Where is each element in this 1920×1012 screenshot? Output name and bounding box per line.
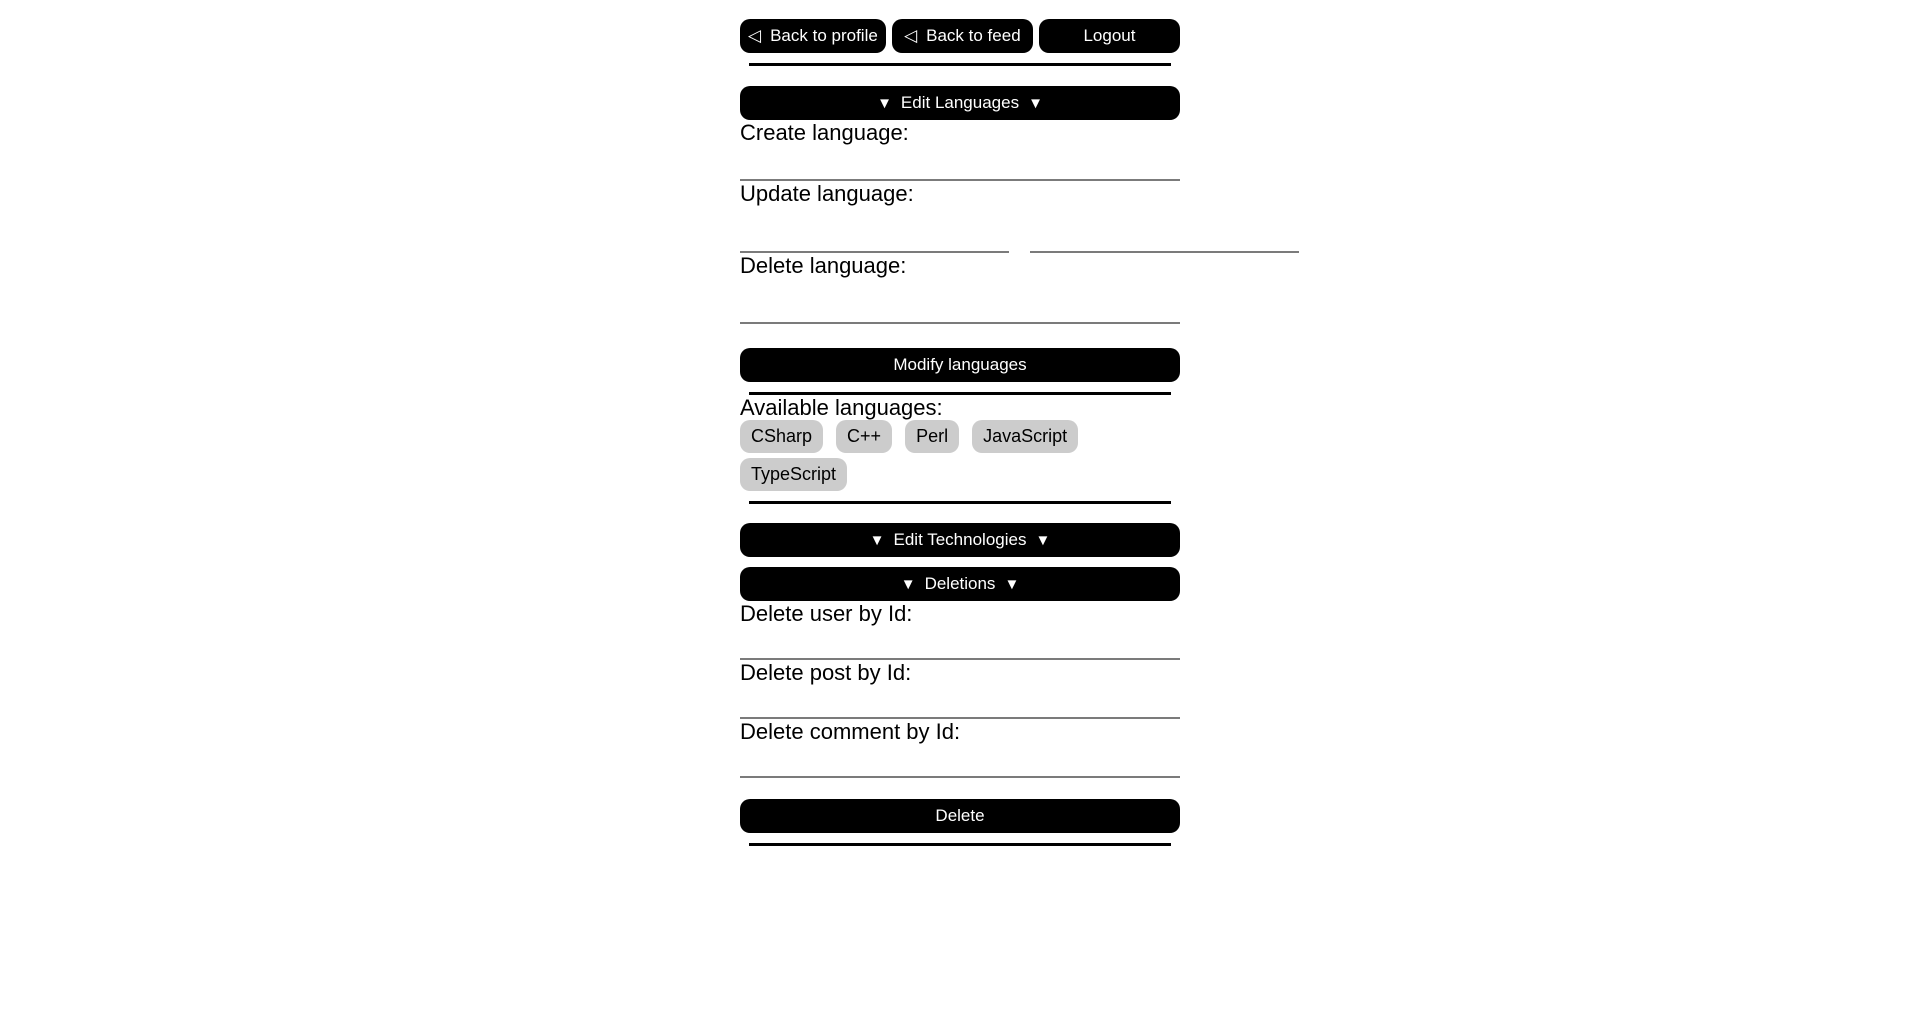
caret-down-icon: ▼ — [1035, 531, 1051, 549]
top-divider — [749, 63, 1171, 66]
delete-user-label: Delete user by Id: — [740, 601, 913, 626]
back-to-feed-button[interactable] — [892, 19, 1033, 53]
update-language-old-name-input[interactable] — [740, 219, 1009, 253]
back-arrow-icon: ◁ — [904, 26, 918, 45]
caret-down-icon: ▼ — [877, 94, 892, 112]
available-languages-label: Available languages: — [740, 395, 943, 420]
back-arrow-icon: ◁ — [748, 26, 762, 45]
delete-button[interactable] — [740, 799, 1180, 833]
update-language-label: Update language: — [740, 181, 914, 206]
modify-languages-button[interactable] — [740, 348, 1180, 382]
delete-user-id-input[interactable] — [740, 626, 1180, 660]
delete-button-label: Delete — [935, 806, 985, 825]
create-language-input[interactable] — [740, 147, 1180, 181]
deletions-toggle-label: Deletions — [924, 574, 996, 593]
back-to-feed-label: Back to feed — [926, 26, 1021, 45]
edit-technologies-toggle-button[interactable] — [740, 523, 1180, 557]
language-chip[interactable]: TypeScript — [740, 458, 847, 491]
update-language-inputs — [740, 219, 1180, 253]
back-to-profile-label: Back to profile — [770, 26, 878, 45]
edit-languages-toggle-button[interactable] — [740, 86, 1180, 120]
language-chip-list — [740, 420, 1180, 491]
language-chip[interactable]: CSharp — [740, 420, 823, 453]
logout-label: Logout — [1083, 26, 1136, 45]
deletions-toggle-button[interactable] — [740, 567, 1180, 601]
admin-panel — [740, 0, 1180, 846]
create-language-label: Create language: — [740, 120, 909, 145]
delete-post-label: Delete post by Id: — [740, 660, 912, 685]
modify-languages-label: Modify languages — [893, 355, 1027, 374]
delete-comment-label: Delete comment by Id: — [740, 719, 961, 744]
caret-down-icon: ▼ — [869, 531, 885, 549]
chips-divider — [749, 501, 1171, 504]
bottom-divider — [749, 843, 1171, 846]
update-language-new-name-input[interactable] — [1030, 219, 1299, 253]
caret-down-icon: ▼ — [1028, 94, 1043, 112]
edit-technologies-toggle-label: Edit Technologies — [893, 530, 1027, 549]
delete-comment-id-input[interactable] — [740, 744, 1180, 778]
edit-languages-toggle-label: Edit Languages — [900, 93, 1020, 112]
delete-post-id-input[interactable] — [740, 685, 1180, 719]
caret-down-icon: ▼ — [1004, 575, 1020, 593]
language-chip[interactable]: Perl — [905, 420, 959, 453]
caret-down-icon: ▼ — [900, 575, 916, 593]
language-chip[interactable]: C++ — [836, 420, 892, 453]
language-chip[interactable]: JavaScript — [972, 420, 1078, 453]
logout-button[interactable] — [1039, 19, 1180, 53]
delete-language-label: Delete language: — [740, 253, 907, 278]
back-to-profile-button[interactable] — [740, 19, 886, 53]
delete-language-input[interactable] — [740, 290, 1180, 324]
top-nav — [740, 19, 1180, 53]
